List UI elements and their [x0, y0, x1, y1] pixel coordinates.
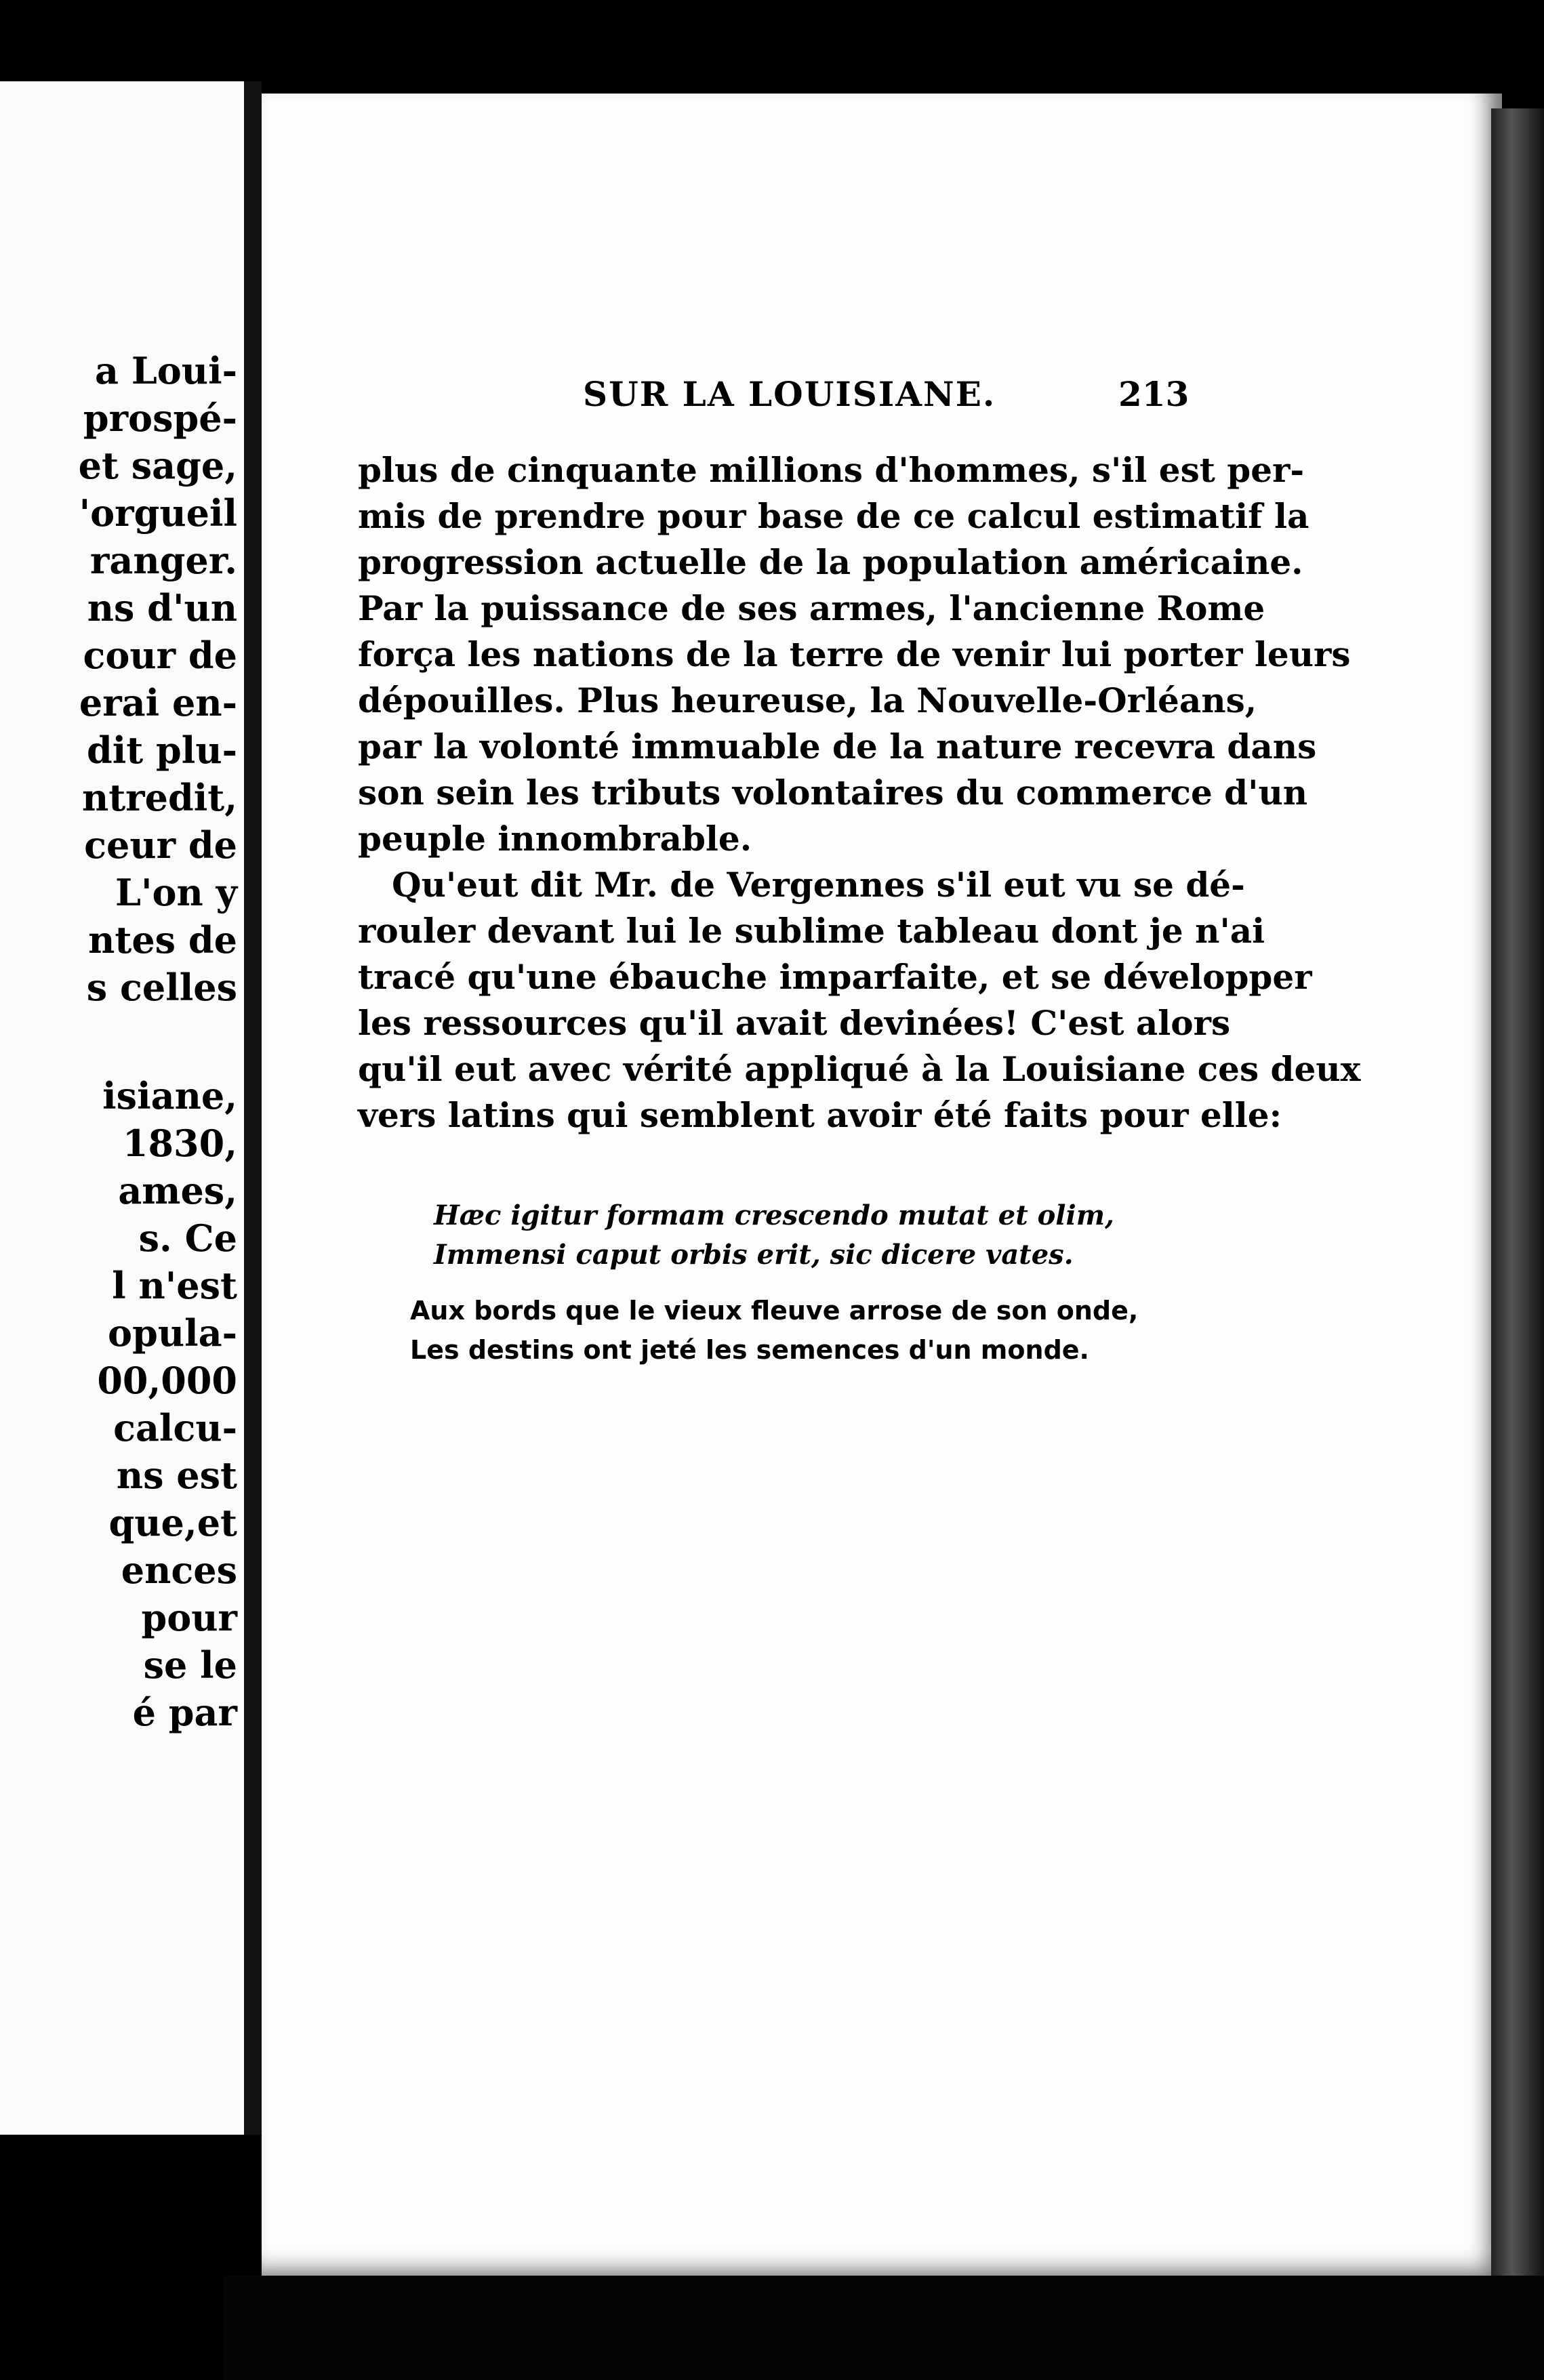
current-page — [262, 94, 1502, 2276]
running-head: SUR LA LOUISIANE. — [583, 374, 996, 414]
text-line: vers latins qui semblent avoir été faits pour elle: — [358, 1095, 1282, 1135]
left-page-text-fragment: é par — [132, 1691, 237, 1734]
text-line: Par la puissance de ses armes, l'ancienne Rome — [358, 588, 1265, 628]
left-page-text-fragment: ntes de — [88, 918, 237, 962]
book-gutter — [244, 81, 262, 2135]
left-page-text-fragment: ceur de — [84, 823, 237, 867]
left-page-text-fragment: erai en- — [79, 681, 237, 724]
bottom-scan-border — [224, 2276, 1544, 2380]
left-page-text-fragment: calcu- — [113, 1406, 237, 1450]
left-page-text-fragment: opula- — [108, 1311, 237, 1355]
text-line: les ressources qu'il avait devinées! C'est alors — [358, 1003, 1231, 1043]
left-page-text-fragment: 'orgueil — [79, 491, 237, 535]
left-page-text-fragment: s. Ce — [138, 1216, 237, 1260]
left-page-text-fragment: 1830, — [122, 1122, 237, 1165]
left-page-text-fragment: cour de — [83, 634, 237, 677]
left-page-text-fragment: s celles — [86, 966, 237, 1009]
verse-line: Hæc igitur formam crescendo mutat et olim, — [434, 1199, 1114, 1231]
left-page-text-fragment: prospé- — [83, 396, 237, 440]
text-line: peuple innombrable. — [358, 819, 752, 859]
text-line: dépouilles. Plus heureuse, la Nouvelle-Orléans, — [358, 680, 1257, 720]
latin-verse — [434, 1196, 1114, 1275]
text-line: plus de cinquante millions d'hommes, s'il est per- — [358, 450, 1305, 490]
french-verse — [410, 1291, 1139, 1370]
verse-line: Les destins ont jeté les semences d'un monde. — [410, 1335, 1089, 1365]
verse-line: Aux bords que le vieux fleuve arrose de son onde, — [410, 1296, 1139, 1326]
left-page-text-fragment: dit plu- — [87, 729, 237, 772]
left-page-text-fragment: l n'est — [112, 1264, 237, 1307]
previous-page — [0, 81, 244, 2135]
left-page-text-fragment: se le — [143, 1643, 237, 1687]
left-page-text-fragment: pour — [141, 1596, 237, 1639]
left-page-text-fragment: et sage, — [78, 444, 237, 487]
left-page-text-fragment: L'on y — [115, 871, 237, 914]
page-edge-shadow — [1491, 108, 1544, 2345]
left-page-text-fragment: ranger. — [89, 539, 237, 582]
left-page-text-fragment: 00,000 — [97, 1359, 237, 1402]
left-page-text-fragment: a Loui- — [95, 349, 237, 392]
verse-line: Immensi caput orbis erit, sic dicere vates. — [434, 1239, 1074, 1271]
left-page-text-fragment: isiane, — [102, 1074, 237, 1117]
text-line: par la volonté immuable de la nature recevra dans — [358, 726, 1317, 766]
text-line: qu'il eut avec vérité appliqué à la Louisiane ces deux — [358, 1049, 1361, 1089]
text-line: força les nations de la terre de venir lui porter leurs — [358, 634, 1351, 674]
text-line: mis de prendre pour base de ce calcul estimatif la — [358, 496, 1309, 536]
left-page-text-fragment: ames, — [118, 1169, 237, 1212]
left-page-text-fragment: que,et — [108, 1501, 237, 1544]
body-text — [358, 447, 1361, 1138]
text-line: Qu'eut dit Mr. de Vergennes s'il eut vu se dé- — [392, 865, 1245, 905]
text-line: tracé qu'une ébauche imparfaite, et se développer — [358, 957, 1312, 997]
text-line: son sein les tributs volontaires du commerce d'un — [358, 773, 1308, 813]
left-page-text-fragment: ences — [121, 1548, 237, 1592]
left-page-text-fragment: ntredit, — [81, 776, 237, 819]
left-page-text-fragment: ns d'un — [87, 586, 237, 630]
text-line: rouler devant lui le sublime tableau dont je n'ai — [358, 911, 1265, 951]
text-line: progression actuelle de la population américaine. — [358, 542, 1303, 582]
page-number: 213 — [1118, 374, 1190, 414]
left-page-text-fragment: ns est — [116, 1454, 237, 1497]
